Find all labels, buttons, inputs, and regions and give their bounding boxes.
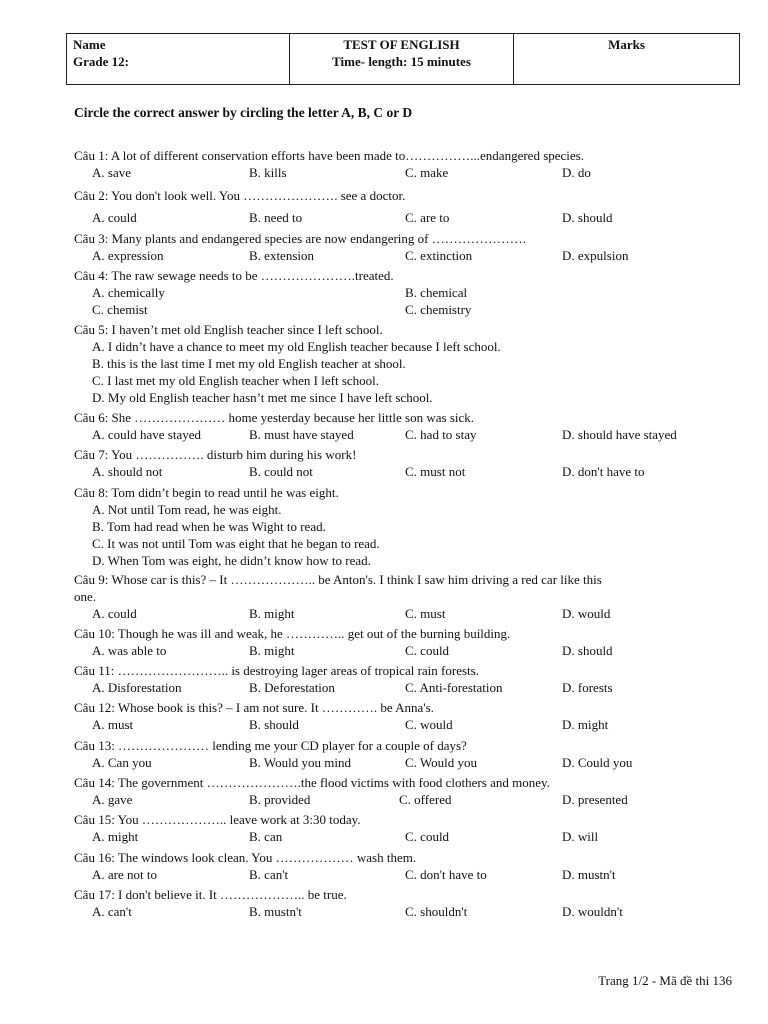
- question-5-option-b[interactable]: B. this is the last time I met my old English teacher at shool.: [92, 356, 406, 371]
- question-16-option-d[interactable]: D. mustn't: [562, 867, 616, 882]
- question-13-option-a[interactable]: A. Can you: [92, 755, 152, 770]
- question-14-stem: Câu 14: The government ………………….the flood victims with food clothers and money.: [74, 775, 550, 790]
- question-6-stem: Câu 6: She ………………… home yesterday because her little son was sick.: [74, 410, 475, 425]
- name-label: Name: [73, 37, 106, 52]
- page-footer: Trang 1/2 - Mã đề thi 136: [598, 973, 732, 988]
- question-4-option-a[interactable]: A. chemically: [92, 285, 165, 300]
- question-16-option-a[interactable]: A. are not to: [92, 867, 157, 882]
- question-6-option-b[interactable]: B. must have stayed: [249, 427, 354, 442]
- question-7-option-b[interactable]: B. could not: [249, 464, 313, 479]
- marks-cell: [514, 34, 740, 85]
- question-5-stem: Câu 5: I haven’t met old English teacher since I left school.: [74, 322, 383, 337]
- question-6-option-a[interactable]: A. could have stayed: [92, 427, 202, 442]
- question-13-option-d[interactable]: D. Could you: [562, 755, 633, 770]
- question-8-stem: Câu 8: Tom didn’t begin to read until he was eight.: [74, 485, 339, 500]
- question-4-option-c[interactable]: C. chemist: [92, 302, 148, 317]
- question-10-option-b[interactable]: B. might: [249, 643, 295, 658]
- title-cell: [290, 34, 514, 85]
- question-15-option-d[interactable]: D. will: [562, 829, 599, 844]
- question-9-option-c[interactable]: C. must: [405, 606, 446, 621]
- marks-label: Marks: [608, 37, 645, 52]
- question-3-option-d[interactable]: D. expulsion: [562, 248, 629, 263]
- question-14-option-c[interactable]: C. offered: [399, 792, 452, 807]
- question-11-option-c[interactable]: C. Anti-forestation: [405, 680, 503, 695]
- question-12-option-d[interactable]: D. might: [562, 717, 609, 732]
- question-13-option-b[interactable]: B. Would you mind: [249, 755, 352, 770]
- question-5-option-d[interactable]: D. My old English teacher hasn’t met me since I have left school.: [92, 390, 433, 405]
- question-2-option-a[interactable]: A. could: [92, 210, 137, 225]
- test-title: TEST OF ENGLISH: [343, 37, 460, 52]
- question-1-option-c[interactable]: C. make: [405, 165, 449, 180]
- question-9-stem: Câu 9: Whose car is this? – It ……………….. be Anton's. I think I saw him driving a red car like this: [74, 572, 602, 587]
- question-9-option-a[interactable]: A. could: [92, 606, 137, 621]
- header-table: [66, 33, 740, 85]
- question-1-option-d[interactable]: D. do: [562, 165, 591, 180]
- question-7-option-c[interactable]: C. must not: [405, 464, 466, 479]
- question-9-option-d[interactable]: D. would: [562, 606, 611, 621]
- question-12-option-a[interactable]: A. must: [92, 717, 134, 732]
- question-8-option-a[interactable]: A. Not until Tom read, he was eight.: [92, 502, 282, 517]
- question-2-stem: Câu 2: You don't look well. You …………………. see a doctor.: [74, 188, 406, 203]
- question-9-option-b[interactable]: B. might: [249, 606, 295, 621]
- question-10-option-a[interactable]: A. was able to: [92, 643, 167, 658]
- question-14-option-a[interactable]: A. gave: [92, 792, 133, 807]
- grade-label: Grade 12:: [73, 54, 129, 69]
- question-7-option-a[interactable]: A. should not: [92, 464, 163, 479]
- question-15-option-a[interactable]: A. might: [92, 829, 139, 844]
- question-2-option-d[interactable]: D. should: [562, 210, 613, 225]
- question-7-stem: Câu 7: You ……………. disturb him during his work!: [74, 447, 357, 462]
- question-2-option-b[interactable]: B. need to: [249, 210, 303, 225]
- question-6-option-d[interactable]: D. should have stayed: [562, 427, 677, 442]
- question-3-option-a[interactable]: A. expression: [92, 248, 164, 263]
- question-4-stem: Câu 4: The raw sewage needs to be ………………….treated.: [74, 268, 394, 283]
- time-length: Time- length: 15 minutes: [332, 54, 471, 69]
- question-17-option-a[interactable]: A. can't: [92, 904, 132, 919]
- question-2-option-c[interactable]: C. are to: [405, 210, 450, 225]
- question-11-stem: Câu 11: …………………….. is destroying lager areas of tropical rain forests.: [74, 663, 479, 678]
- question-16-option-c[interactable]: C. don't have to: [405, 867, 487, 882]
- question-14-option-d[interactable]: D. presented: [562, 792, 628, 807]
- question-15-option-c[interactable]: C. could: [405, 829, 450, 844]
- question-4-option-d[interactable]: C. chemistry: [405, 302, 472, 317]
- question-11-option-d[interactable]: D. forests: [562, 680, 613, 695]
- question-9-stem-continued: one.: [74, 589, 97, 604]
- question-6-option-c[interactable]: C. had to stay: [405, 427, 477, 442]
- question-11-option-b[interactable]: B. Deforestation: [249, 680, 335, 695]
- question-17-option-b[interactable]: B. mustn't: [249, 904, 302, 919]
- question-10-stem: Câu 10: Though he was ill and weak, he ………….. get out of the burning building.: [74, 626, 511, 641]
- question-17-stem: Câu 17: I don't believe it. It ……………….. be true.: [74, 887, 347, 902]
- question-12-stem: Câu 12: Whose book is this? – I am not sure. It …………. be Anna's.: [74, 700, 434, 715]
- question-13-stem: Câu 13: ………………… lending me your CD player for a couple of days?: [74, 738, 467, 753]
- question-15-stem: Câu 15: You ……………….. leave work at 3:30 today.: [74, 812, 361, 827]
- question-7-option-d[interactable]: D. don't have to: [562, 464, 645, 479]
- name-grade-cell: [67, 34, 290, 85]
- question-8-option-b[interactable]: B. Tom had read when he was Wight to read.: [92, 519, 326, 534]
- question-8-option-d[interactable]: D. When Tom was eight, he didn’t know how to read.: [92, 553, 371, 568]
- question-15-option-b[interactable]: B. can: [249, 829, 283, 844]
- question-3-option-c[interactable]: C. extinction: [405, 248, 473, 263]
- question-17-option-d[interactable]: D. wouldn't: [562, 904, 623, 919]
- question-8-option-c[interactable]: C. It was not until Tom was eight that he began to read.: [92, 536, 380, 551]
- question-1-option-b[interactable]: B. kills: [249, 165, 287, 180]
- question-1-stem: Câu 1: A lot of different conservation efforts have been made to……………...endangered species.: [74, 148, 584, 163]
- question-12-option-c[interactable]: C. would: [405, 717, 453, 732]
- question-13-option-c[interactable]: C. Would you: [405, 755, 478, 770]
- question-16-stem: Câu 16: The windows look clean. You ……………… wash them.: [74, 850, 417, 865]
- question-17-option-c[interactable]: C. shouldn't: [405, 904, 468, 919]
- question-11-option-a[interactable]: A. Disforestation: [92, 680, 182, 695]
- question-10-option-d[interactable]: D. should: [562, 643, 613, 658]
- question-5-option-c[interactable]: C. I last met my old English teacher when I left school.: [92, 373, 380, 388]
- question-16-option-b[interactable]: B. can't: [249, 867, 289, 882]
- question-4-option-b[interactable]: B. chemical: [405, 285, 468, 300]
- question-12-option-b[interactable]: B. should: [249, 717, 299, 732]
- question-3-option-b[interactable]: B. extension: [249, 248, 314, 263]
- question-10-option-c[interactable]: C. could: [405, 643, 450, 658]
- question-1-option-a[interactable]: A. save: [92, 165, 131, 180]
- instruction: Circle the correct answer by circling the letter A, B, C or D: [74, 105, 413, 120]
- question-14-option-b[interactable]: B. provided: [249, 792, 311, 807]
- question-5-option-a[interactable]: A. I didn’t have a chance to meet my old English teacher because I left school.: [92, 339, 501, 354]
- question-3-stem: Câu 3: Many plants and endangered species are now endangering of ………………….: [74, 231, 526, 246]
